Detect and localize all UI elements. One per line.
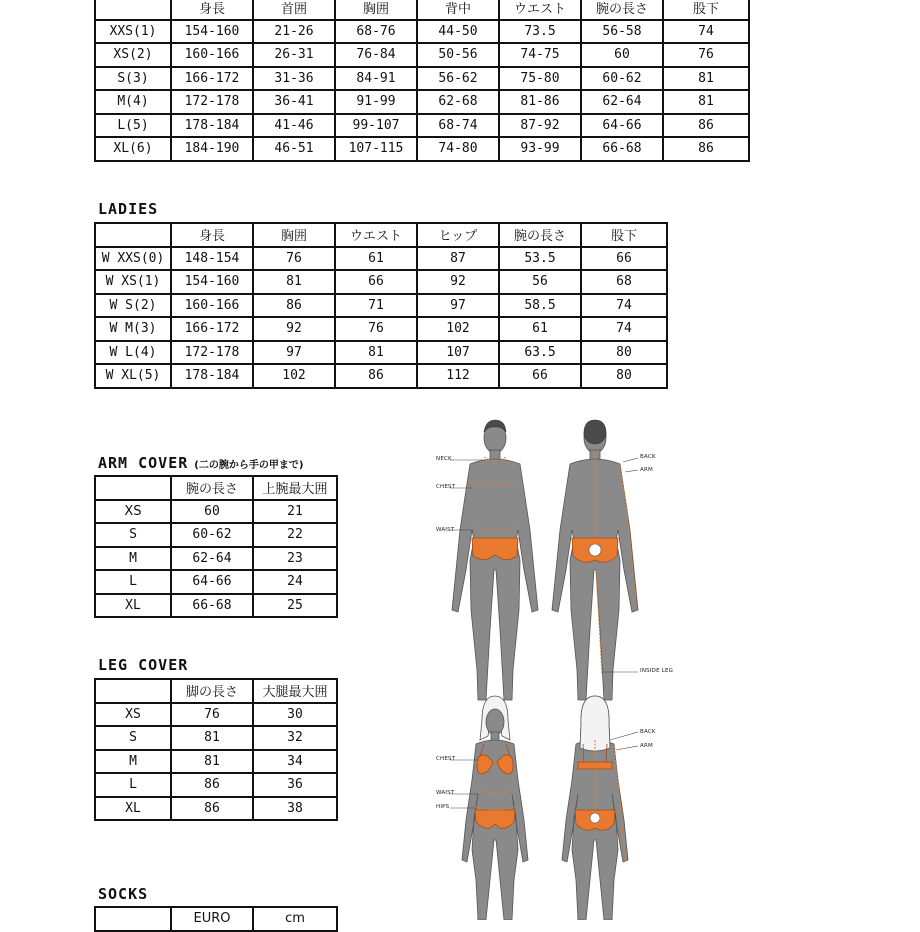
table-row	[95, 20, 749, 44]
value-cell: 24	[253, 570, 337, 594]
header-cell: 脚の長さ	[171, 679, 253, 703]
value-cell: 74-75	[499, 43, 581, 67]
arm-cover-header-row	[95, 476, 337, 500]
value-cell: 81	[335, 341, 417, 365]
value-cell: 76-84	[335, 43, 417, 67]
size-label-cell: W XS(1)	[95, 270, 171, 294]
value-cell: 56	[499, 270, 581, 294]
label-inside-leg: INSIDE LEG	[640, 668, 674, 674]
value-cell: 44-50	[417, 20, 499, 44]
table-row	[95, 270, 667, 294]
header-cell: 身長	[171, 223, 253, 247]
value-cell: 184-190	[171, 137, 253, 161]
value-cell: 93-99	[499, 137, 581, 161]
label-chest-female: CHEST	[436, 756, 456, 762]
label-neck: NECK	[436, 456, 452, 462]
value-cell: 74	[581, 317, 667, 341]
value-cell: 60	[171, 500, 253, 524]
value-cell: 64-66	[171, 570, 253, 594]
measurement-figures	[420, 410, 690, 920]
value-cell: 172-178	[171, 90, 253, 114]
value-cell: 86	[335, 364, 417, 388]
value-cell: 87-92	[499, 114, 581, 138]
value-cell: 74	[663, 20, 749, 44]
size-label-cell: M(4)	[95, 90, 171, 114]
header-cell: ウエスト	[499, 0, 581, 20]
header-cell: 背中	[417, 0, 499, 20]
label-waist-female: WAIST	[436, 790, 455, 796]
leg-cover-header-row	[95, 679, 337, 703]
header-cell: 腕の長さ	[171, 476, 253, 500]
table-row	[95, 317, 667, 341]
socks-header-row	[95, 907, 337, 931]
header-cell: 胸囲	[253, 223, 335, 247]
value-cell: 178-184	[171, 114, 253, 138]
value-cell: 172-178	[171, 341, 253, 365]
table-row	[95, 797, 337, 821]
size-label-cell: W XL(5)	[95, 364, 171, 388]
size-label-cell: XL	[95, 594, 171, 618]
value-cell: 80	[581, 341, 667, 365]
table-row	[95, 341, 667, 365]
value-cell: 53.5	[499, 247, 581, 271]
value-cell: 21	[253, 500, 337, 524]
header-cell: cm	[253, 907, 337, 931]
value-cell: 60-62	[581, 67, 663, 91]
value-cell: 86	[171, 773, 253, 797]
header-cell: 股下	[581, 223, 667, 247]
value-cell: 160-166	[171, 294, 253, 318]
value-cell: 76	[335, 317, 417, 341]
table-row	[95, 137, 749, 161]
table-row	[95, 726, 337, 750]
table-row	[95, 523, 337, 547]
value-cell: 61	[499, 317, 581, 341]
value-cell: 66	[335, 270, 417, 294]
value-cell: 81	[171, 726, 253, 750]
value-cell: 30	[253, 703, 337, 727]
arm-cover-title	[98, 454, 303, 472]
value-cell: 76	[253, 247, 335, 271]
header-cell: 腕の長さ	[581, 0, 663, 20]
label-back-female: BACK	[640, 729, 656, 735]
mens-header-row	[95, 0, 749, 20]
size-label-cell: M	[95, 750, 171, 774]
value-cell: 92	[417, 270, 499, 294]
leg-cover-title: LEG COVER	[98, 656, 189, 674]
value-cell: 107-115	[335, 137, 417, 161]
header-diagonal-cell	[95, 907, 171, 931]
size-label-cell: S	[95, 726, 171, 750]
value-cell: 76	[663, 43, 749, 67]
header-diagonal-cell	[95, 476, 171, 500]
table-row	[95, 43, 749, 67]
value-cell: 36-41	[253, 90, 335, 114]
size-label-cell: W L(4)	[95, 341, 171, 365]
table-row	[95, 67, 749, 91]
value-cell: 58.5	[499, 294, 581, 318]
header-diagonal-cell	[95, 679, 171, 703]
value-cell: 56-62	[417, 67, 499, 91]
size-label-cell: S	[95, 523, 171, 547]
value-cell: 91-99	[335, 90, 417, 114]
value-cell: 107	[417, 341, 499, 365]
size-label-cell: M	[95, 547, 171, 571]
label-back-male: BACK	[640, 454, 656, 460]
male-back-figure	[552, 420, 638, 700]
value-cell: 81	[663, 90, 749, 114]
value-cell: 81	[171, 750, 253, 774]
value-cell: 81-86	[499, 90, 581, 114]
size-label-cell: XL(6)	[95, 137, 171, 161]
table-row	[95, 294, 667, 318]
size-label-cell: XS	[95, 703, 171, 727]
value-cell: 102	[417, 317, 499, 341]
arm-cover-note: (二の腕から手の甲まで)	[194, 460, 304, 471]
mens-size-table	[94, 0, 750, 162]
value-cell: 74	[581, 294, 667, 318]
table-row	[95, 703, 337, 727]
label-arm-male: ARM	[640, 467, 653, 473]
header-diagonal-cell	[95, 223, 171, 247]
size-label-cell: L	[95, 570, 171, 594]
socks-table	[94, 906, 338, 932]
header-cell: ヒップ	[417, 223, 499, 247]
size-label-cell: W M(3)	[95, 317, 171, 341]
female-back-figure	[562, 696, 638, 920]
size-label-cell: W S(2)	[95, 294, 171, 318]
header-cell: 身長	[171, 0, 253, 20]
size-label-cell: XS	[95, 500, 171, 524]
value-cell: 97	[417, 294, 499, 318]
value-cell: 60	[581, 43, 663, 67]
value-cell: 99-107	[335, 114, 417, 138]
header-cell: 大腿最大囲	[253, 679, 337, 703]
table-row	[95, 547, 337, 571]
table-row	[95, 773, 337, 797]
header-cell: 腕の長さ	[499, 223, 581, 247]
value-cell: 68-76	[335, 20, 417, 44]
ladies-size-table	[94, 222, 668, 389]
value-cell: 68	[581, 270, 667, 294]
value-cell: 25	[253, 594, 337, 618]
value-cell: 38	[253, 797, 337, 821]
value-cell: 148-154	[171, 247, 253, 271]
value-cell: 80	[581, 364, 667, 388]
size-label-cell: L	[95, 773, 171, 797]
male-front-figure	[450, 420, 538, 700]
socks-title: SOCKS	[98, 885, 149, 903]
value-cell: 178-184	[171, 364, 253, 388]
value-cell: 75-80	[499, 67, 581, 91]
leg-cover-table	[94, 678, 338, 821]
label-chest-male: CHEST	[436, 484, 456, 490]
value-cell: 41-46	[253, 114, 335, 138]
value-cell: 21-26	[253, 20, 335, 44]
value-cell: 34	[253, 750, 337, 774]
value-cell: 87	[417, 247, 499, 271]
value-cell: 73.5	[499, 20, 581, 44]
table-row	[95, 114, 749, 138]
size-label-cell: L(5)	[95, 114, 171, 138]
value-cell: 22	[253, 523, 337, 547]
value-cell: 84-91	[335, 67, 417, 91]
value-cell: 56-58	[581, 20, 663, 44]
size-label-cell: S(3)	[95, 67, 171, 91]
value-cell: 112	[417, 364, 499, 388]
value-cell: 154-160	[171, 270, 253, 294]
ladies-title: LADIES	[98, 200, 159, 218]
value-cell: 166-172	[171, 317, 253, 341]
table-row	[95, 90, 749, 114]
label-waist-male: WAIST	[436, 527, 455, 533]
header-cell: 股下	[663, 0, 749, 20]
value-cell: 102	[253, 364, 335, 388]
value-cell: 62-64	[171, 547, 253, 571]
value-cell: 92	[253, 317, 335, 341]
value-cell: 71	[335, 294, 417, 318]
value-cell: 32	[253, 726, 337, 750]
label-arm-female: ARM	[640, 743, 653, 749]
arm-cover-title-text: ARM COVER	[98, 454, 189, 472]
value-cell: 62-68	[417, 90, 499, 114]
label-hips: HIPS	[436, 804, 450, 810]
value-cell: 86	[171, 797, 253, 821]
female-front-figure	[450, 696, 528, 920]
value-cell: 60-62	[171, 523, 253, 547]
value-cell: 63.5	[499, 341, 581, 365]
value-cell: 86	[663, 114, 749, 138]
value-cell: 62-64	[581, 90, 663, 114]
size-label-cell: XS(2)	[95, 43, 171, 67]
value-cell: 154-160	[171, 20, 253, 44]
value-cell: 160-166	[171, 43, 253, 67]
header-cell: ウエスト	[335, 223, 417, 247]
value-cell: 166-172	[171, 67, 253, 91]
header-cell: 胸囲	[335, 0, 417, 20]
value-cell: 26-31	[253, 43, 335, 67]
value-cell: 50-56	[417, 43, 499, 67]
header-diagonal-cell	[95, 0, 171, 20]
value-cell: 61	[335, 247, 417, 271]
value-cell: 46-51	[253, 137, 335, 161]
value-cell: 81	[663, 67, 749, 91]
table-row	[95, 570, 337, 594]
value-cell: 23	[253, 547, 337, 571]
value-cell: 66-68	[581, 137, 663, 161]
value-cell: 68-74	[417, 114, 499, 138]
value-cell: 36	[253, 773, 337, 797]
value-cell: 81	[253, 270, 335, 294]
value-cell: 97	[253, 341, 335, 365]
value-cell: 86	[253, 294, 335, 318]
header-cell: 首囲	[253, 0, 335, 20]
table-row	[95, 750, 337, 774]
value-cell: 66	[499, 364, 581, 388]
arm-cover-table	[94, 475, 338, 618]
value-cell: 66-68	[171, 594, 253, 618]
value-cell: 74-80	[417, 137, 499, 161]
header-cell: 上腕最大囲	[253, 476, 337, 500]
table-row	[95, 247, 667, 271]
value-cell: 66	[581, 247, 667, 271]
table-row	[95, 500, 337, 524]
header-cell: EURO	[171, 907, 253, 931]
ladies-header-row	[95, 223, 667, 247]
table-row	[95, 364, 667, 388]
value-cell: 86	[663, 137, 749, 161]
size-label-cell: XL	[95, 797, 171, 821]
value-cell: 76	[171, 703, 253, 727]
size-label-cell: W XXS(0)	[95, 247, 171, 271]
table-row	[95, 594, 337, 618]
size-label-cell: XXS(1)	[95, 20, 171, 44]
value-cell: 64-66	[581, 114, 663, 138]
value-cell: 31-36	[253, 67, 335, 91]
